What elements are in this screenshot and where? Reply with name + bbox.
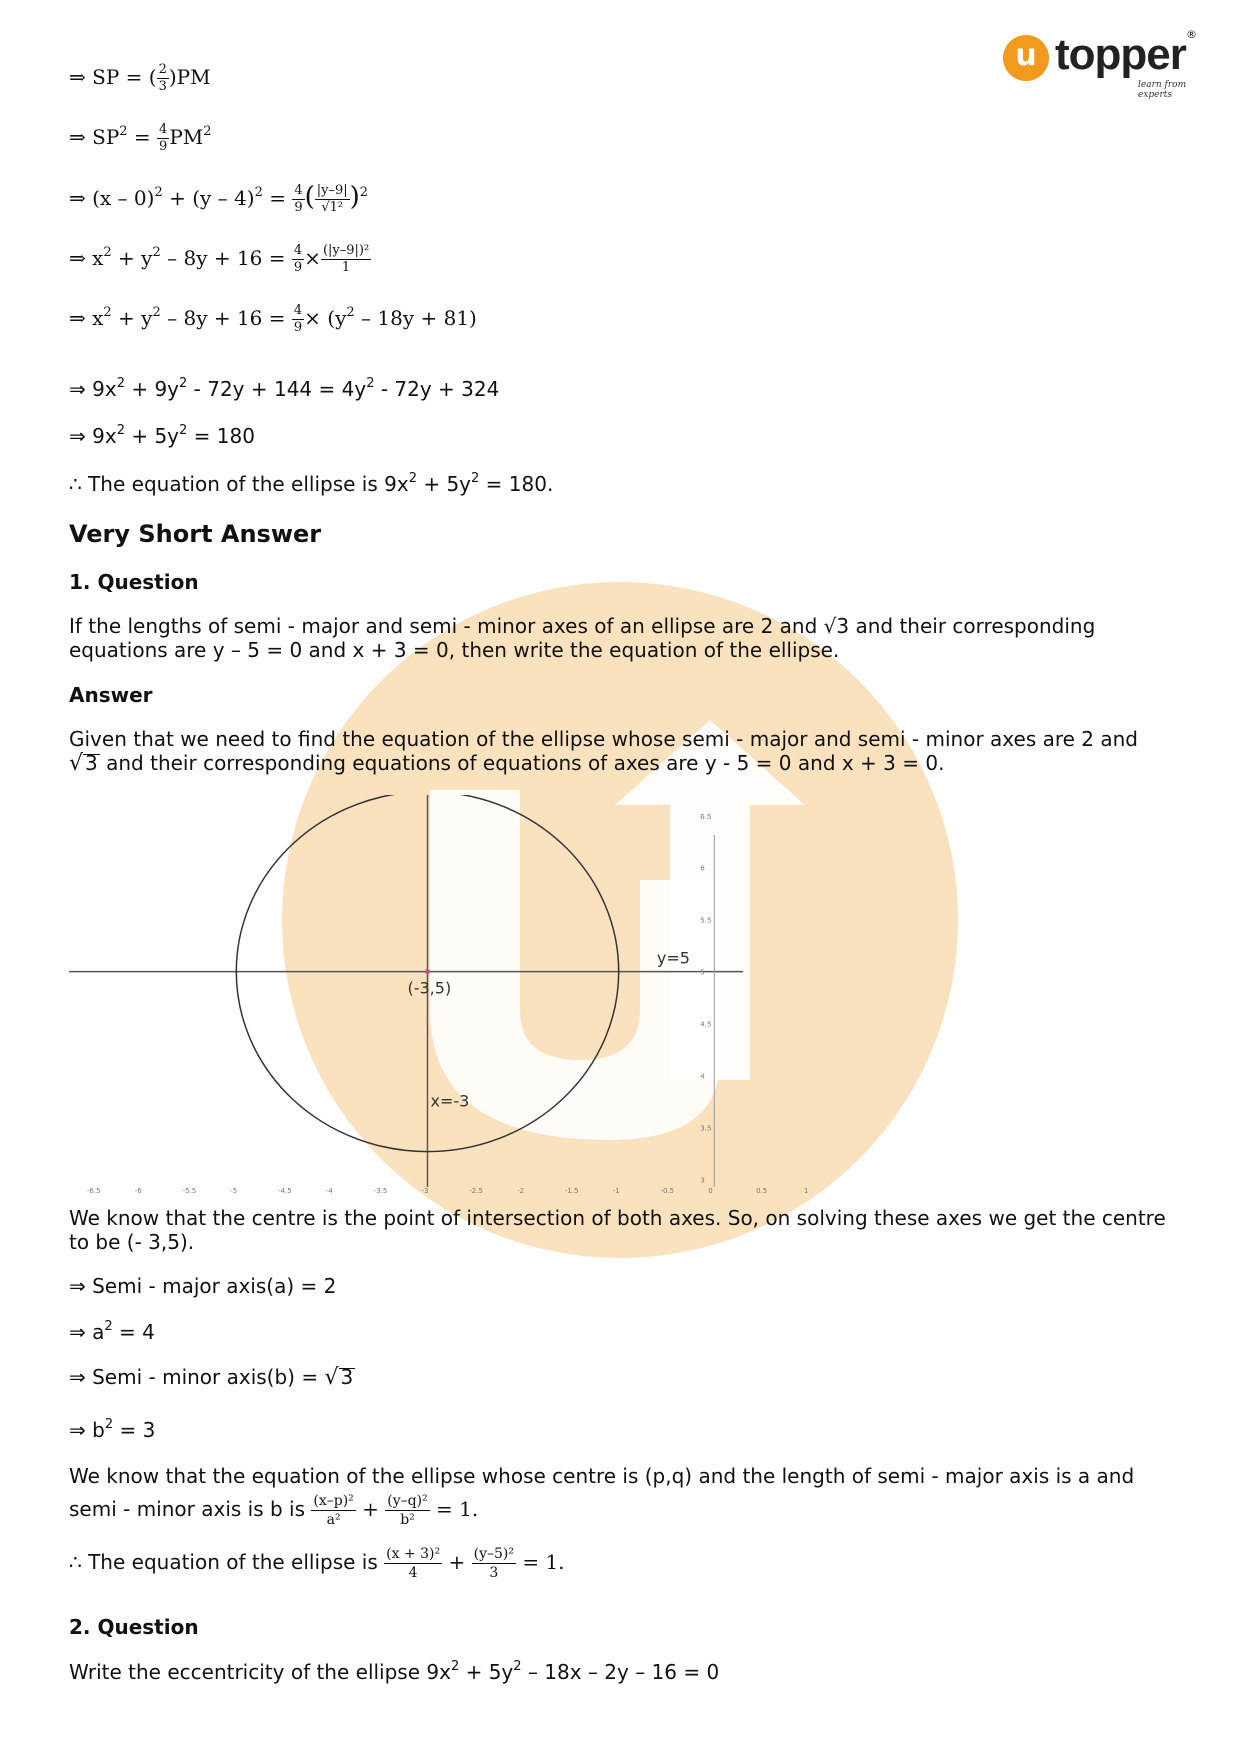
a-squared: ⇒ $a^2 = 4$: [69, 1319, 155, 1344]
ellipse-formula-text: [69, 1464, 1179, 1529]
semi-minor-axis: ⇒ Semi - minor axis(b) = √ 3: [69, 1365, 354, 1390]
derivation-line-6: ⇒ $9x^2 + 9y^2 - 72y + 144 = 4y^2 - 72y + 324$: [69, 376, 500, 401]
answer-given-line-1: Given that we need to find the equation of the ellipse whose semi - major and semi - minor axes are 2 and: [69, 727, 1139, 751]
x-tick-label: -4.5: [278, 1187, 292, 1195]
centre-explanation-line-2: to be (- 3,5).: [69, 1230, 195, 1254]
x-tick-label: -2.5: [469, 1187, 483, 1195]
y-tick-label: 5: [700, 968, 705, 977]
ellipse-graph: [69, 795, 829, 1195]
y-tick-label: 4.5: [700, 1020, 712, 1029]
derivation-line-2: ⇒ $SP^2$ = $\frac{4}{9}$ $PM^2$: [69, 122, 212, 154]
x-tick-label: -1.5: [564, 1187, 579, 1195]
x-tick-label: -4: [325, 1187, 333, 1195]
answer-given-line-2: √ 3 and their corresponding equations of equations of axes are y - 5 = 0 and x + 3 = 0.: [69, 751, 945, 776]
x-tick-label: -2: [517, 1187, 525, 1195]
derivation-line-4: ⇒ $x^2 + y^2 - 8y + 16$ = $\frac{4}{9}$ × $\frac{\text{(|y–9|)²}}{1}$: [69, 243, 370, 275]
question-2-text: Write the eccentricity of the ellipse $9x^2 + 5y^2 - 18x - 2y - 16 = 0$: [69, 1659, 720, 1684]
question-1-text-line-1: If the lengths of semi - major and semi - minor axes of an ellipse are 2 and √3 and their corresponding: [69, 614, 1096, 638]
registered-mark: ®: [1186, 28, 1197, 41]
centre-point: [425, 969, 430, 974]
y-tick-label: 4: [700, 1072, 705, 1081]
centre-explanation: [69, 1206, 1179, 1254]
brand-tagline: learn from experts: [1138, 80, 1187, 100]
y-tick-label: 3: [700, 1176, 705, 1185]
x-tick-label: -5.5: [182, 1187, 197, 1195]
derivation-conclusion: ∴ The equation of the ellipse is $9x^2 + 5y^2 = 180$.: [69, 471, 554, 496]
x-tick-label: -3.5: [373, 1187, 388, 1195]
final-equation: ∴ The equation of the ellipse is $\frac{\text{(x + 3)²}}{4}$ + $\frac{\text{(y–5)²}}{3}$ = 1.: [69, 1546, 565, 1581]
derivation-line-1: ⇒ SP = ( $\frac{2}{3}$ )PM: [69, 62, 211, 94]
y-tick-label: 5.5: [700, 916, 712, 925]
x-tick-label: -1: [612, 1187, 620, 1195]
x-tick-label: -3: [421, 1187, 429, 1195]
section-title: Very Short Answer: [69, 520, 322, 548]
x-tick-label: 0: [708, 1187, 713, 1195]
y-tick-label: 6: [700, 864, 705, 873]
y-tick-label: 6.5: [700, 812, 712, 821]
semi-major-axis: ⇒ Semi - major axis(a) = 2: [69, 1274, 337, 1298]
x-tick-label: -0.5: [660, 1187, 675, 1195]
derivation-line-7: ⇒ $9x^2 + 5y^2 = 180$: [69, 423, 255, 448]
ellipse-formula-line-2: semi - minor axis is b is $\frac{\text{(x–p)²}}{\text{a²}}$ + $\frac{\text{(y–q)²}}{\text{b²}}$ = 1.: [69, 1493, 479, 1528]
x-tick-label: -6.5: [86, 1187, 101, 1195]
brand-badge: u: [1003, 35, 1049, 81]
b-squared: ⇒ $b^2 = 3$: [69, 1417, 156, 1442]
x-tick-label: -6: [134, 1187, 142, 1195]
y-tick-label: 3.5: [700, 1124, 712, 1133]
brand-name: topper: [1055, 30, 1186, 79]
brand-logo: [1003, 28, 1203, 98]
derivation-line-3: ⇒ (x – 0)$^2$ + (y – 4)$^2$ = $\frac{4}{9}$ ( $\frac{|y-9|}{\text{√1²}}$ )$^2$: [69, 182, 369, 215]
derivation-line-5: ⇒ $x^2 + y^2 - 8y + 16$ = $\frac{4}{9}$ × $(y^2 - 18y + 81)$: [69, 303, 477, 335]
question-1-text-line-2: equations are y – 5 = 0 and x + 3 = 0, then write the equation of the ellipse.: [69, 638, 840, 662]
answer-given: [69, 727, 1179, 776]
question-1-text: [69, 614, 1179, 662]
question-2-heading: 2. Question: [69, 1615, 199, 1639]
answer-label: Answer: [69, 683, 153, 707]
x-tick-label: 1: [803, 1187, 809, 1195]
centre-explanation-line-1: We know that the centre is the point of intersection of both axes. So, on solving these axes we get the centre: [69, 1206, 1166, 1230]
question-1-heading: 1. Question: [69, 570, 199, 594]
axis-label-x-minus3: x=-3: [430, 1091, 470, 1111]
axis-label-y5: y=5: [656, 948, 690, 968]
x-tick-label: 0.5: [756, 1187, 768, 1195]
x-tick-label: -5: [230, 1187, 238, 1195]
ellipse-formula-line-1: We know that the equation of the ellipse whose centre is (p,q) and the length of semi - major axis is a and: [69, 1464, 1135, 1488]
centre-label: (-3,5): [407, 978, 452, 998]
